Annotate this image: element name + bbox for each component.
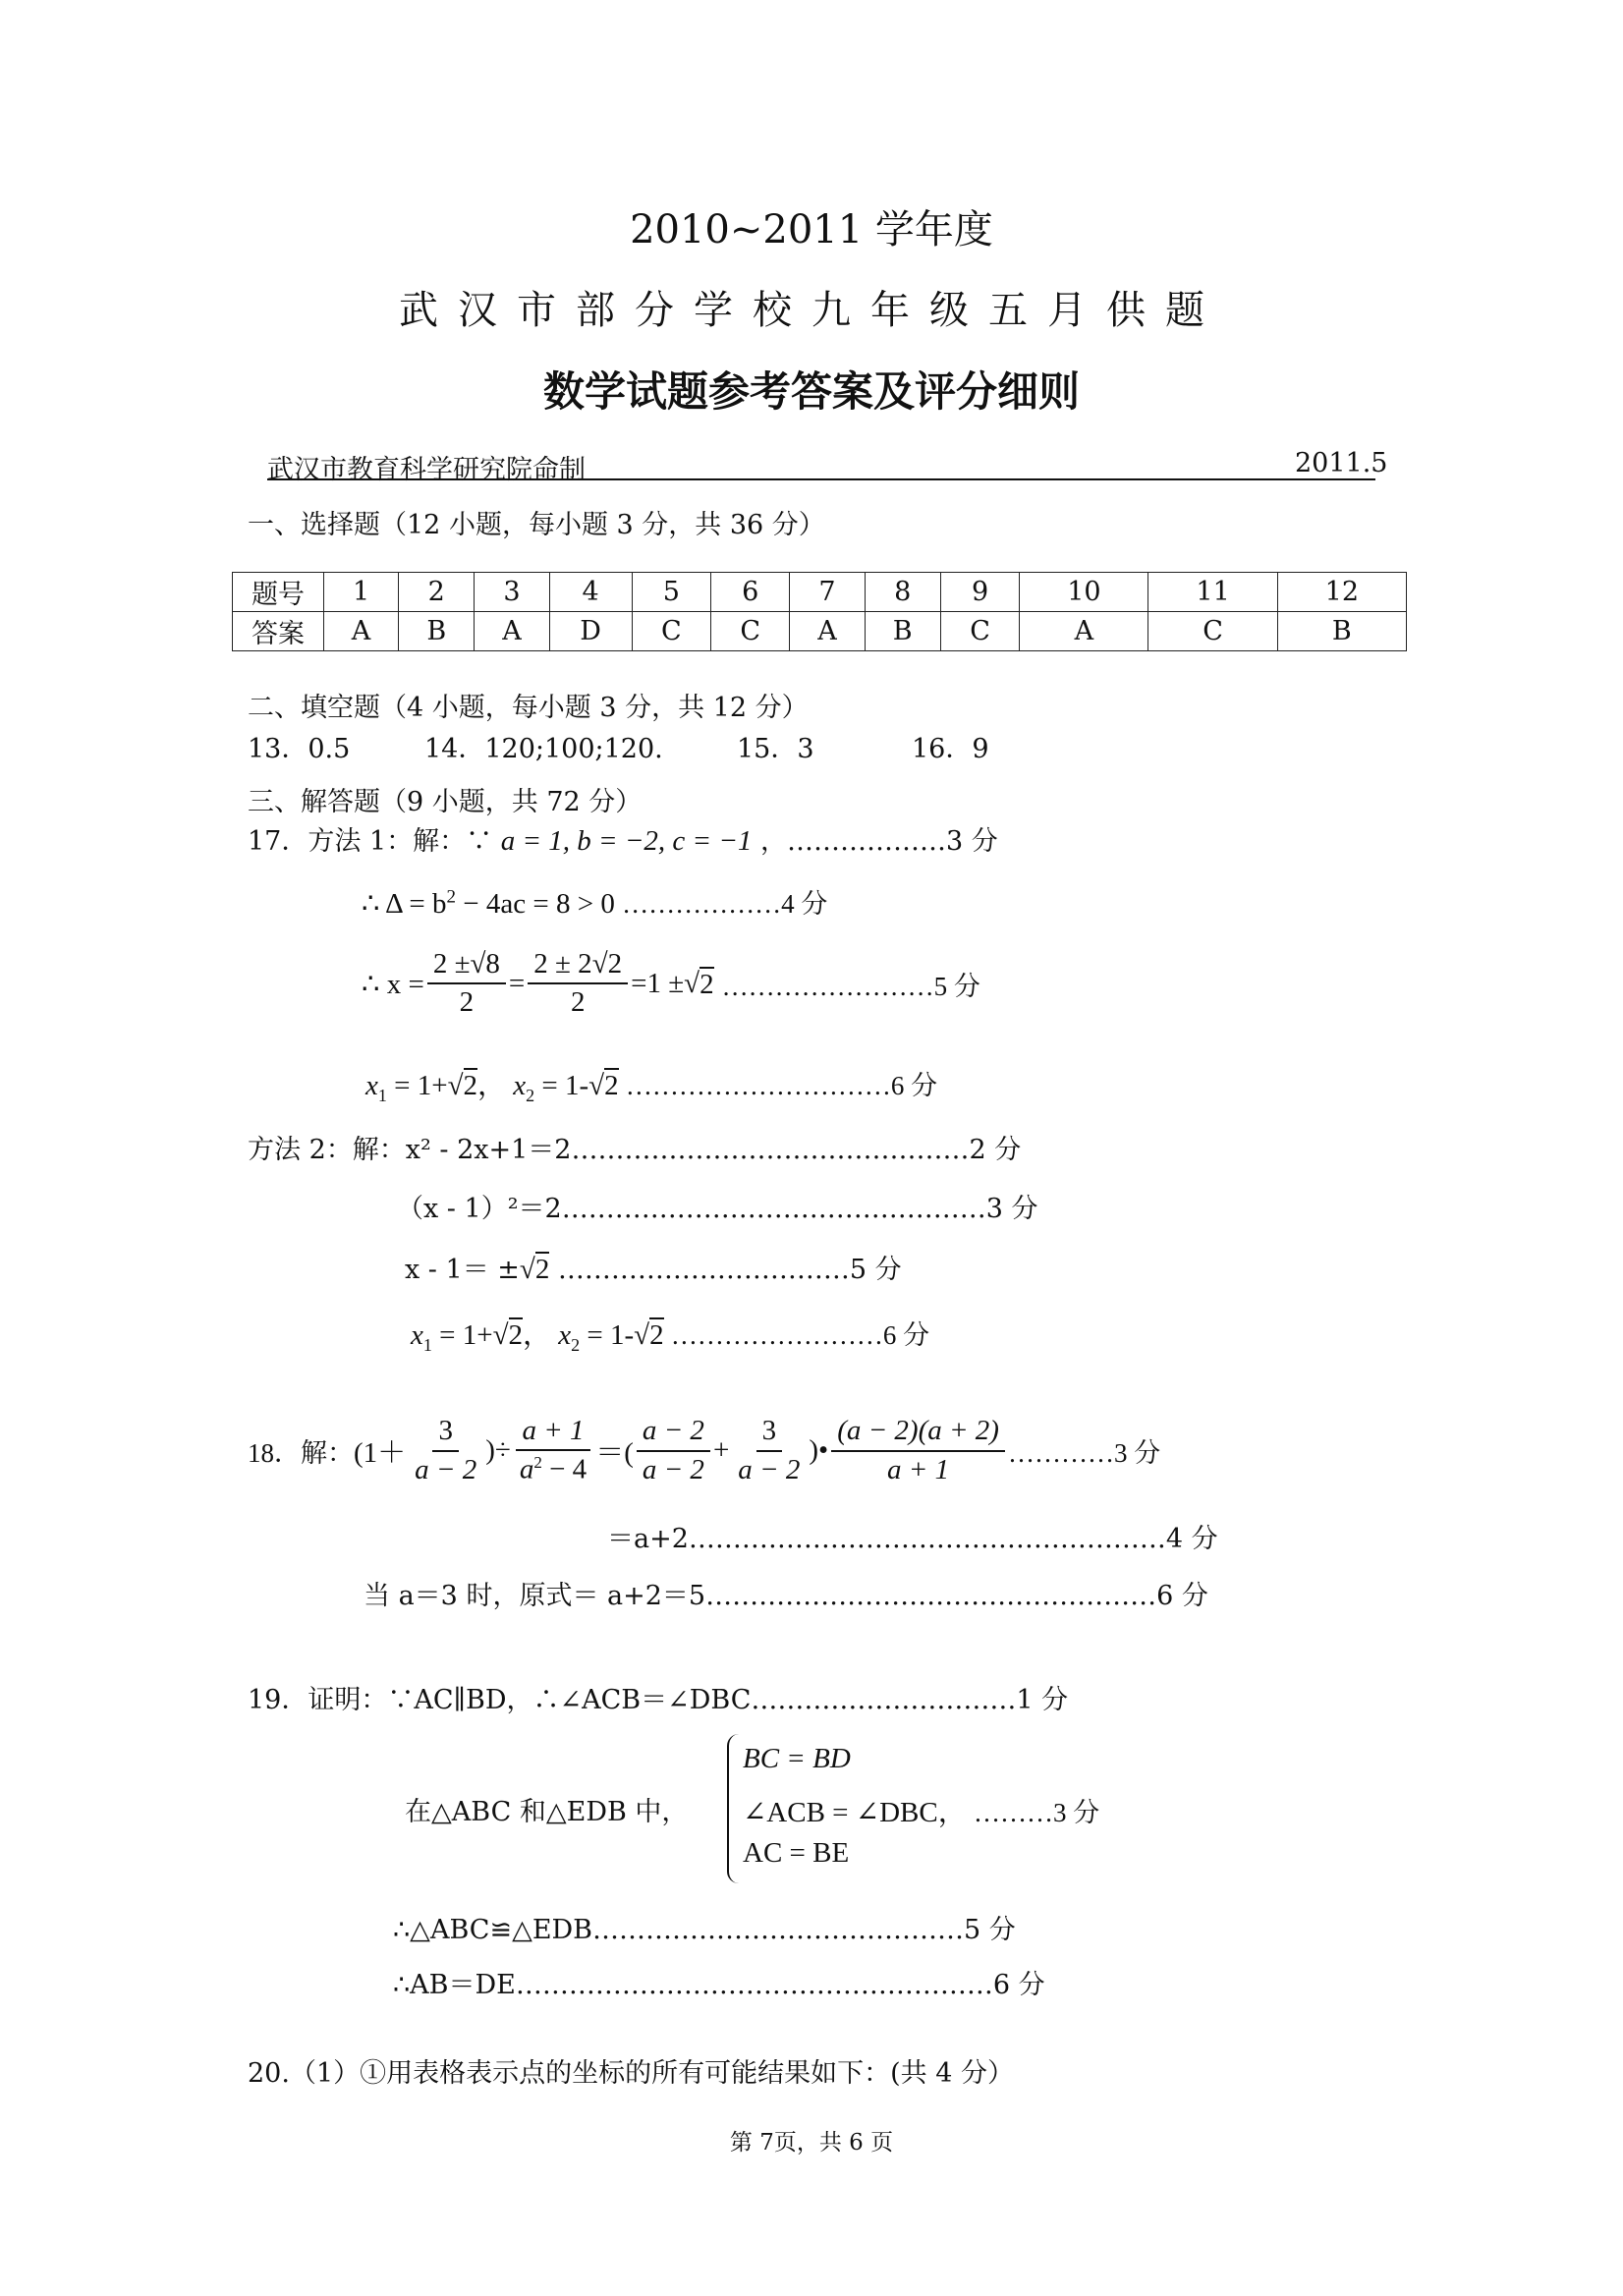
question-number: 7 xyxy=(790,573,865,612)
q19-congruence: ∴△ABC≌△EDB……………………………………5 分 xyxy=(393,1915,1016,1945)
subscript: 2 xyxy=(526,1085,535,1105)
fraction xyxy=(831,1415,1005,1486)
section2-title: 二、填空题（4 小题，每小题 3 分，共 12 分） xyxy=(248,693,809,723)
answer-cell: C xyxy=(632,612,710,651)
root-variable: x xyxy=(411,1319,423,1351)
paren-open: (1＋ xyxy=(354,1437,407,1470)
answer-cell: B xyxy=(865,612,940,651)
q17-score: ……………………………5 分 xyxy=(557,1255,902,1285)
question-number: 10 xyxy=(1020,573,1148,612)
formula-pre: ∴ x = xyxy=(362,968,424,1000)
answer-cell: C xyxy=(711,612,790,651)
q17-score: …………………………6 分 xyxy=(625,1071,938,1100)
times-dot: )• xyxy=(809,1434,829,1467)
q17-roots-method1: $x_1 = 1+√2$， $x_2 = 1-√2$ …………………………6 分 xyxy=(365,1070,938,1105)
subscript: 2 xyxy=(571,1334,581,1355)
root-eq: = 1- xyxy=(580,1319,635,1351)
denominator: a + 1 xyxy=(887,1453,950,1485)
row-label-number: 题号 xyxy=(233,573,324,612)
divide: )÷ xyxy=(485,1434,511,1467)
denominator: a − 2 xyxy=(738,1453,801,1485)
root-eq: = 1+ xyxy=(431,1319,493,1351)
question-number: 5 xyxy=(632,573,710,612)
q18-line2: ＝a+2………………………………………………4 分 xyxy=(607,1524,1218,1554)
q18-intro: 18．解： xyxy=(248,1438,354,1469)
numerator: 3 xyxy=(756,1415,783,1451)
numerator: 3 xyxy=(432,1415,459,1451)
answer-cell: D xyxy=(549,612,632,651)
system-brace xyxy=(727,1734,743,1883)
question-number: 4 xyxy=(549,573,632,612)
table-row xyxy=(233,612,1407,651)
separator: ， xyxy=(477,1070,507,1101)
answer-cell: A xyxy=(1020,612,1148,651)
root-eq: = 1+ xyxy=(386,1070,448,1101)
section3-title: 三、解答题（9 小题，共 72 分） xyxy=(248,787,643,817)
question-number: 12 xyxy=(1277,573,1406,612)
q18-line1 xyxy=(248,1415,1160,1486)
answer-cell: B xyxy=(1277,612,1406,651)
numerator: a − 2 xyxy=(637,1415,710,1451)
denominator-rest: − 4 xyxy=(541,1454,588,1485)
fraction xyxy=(409,1415,482,1486)
radicand: 8 xyxy=(485,948,500,980)
numerator: a + 1 xyxy=(516,1415,589,1451)
answer-table xyxy=(232,572,1407,651)
q20-line1: 20.（1）①用表格表示点的坐标的所有可能结果如下：(共 4 分） xyxy=(248,2058,1014,2089)
root-eq: = 1- xyxy=(534,1070,589,1101)
fill-answer-13: 13．0.5 xyxy=(248,734,351,764)
radicand: 2 xyxy=(607,948,623,980)
radicand: 2 xyxy=(463,1070,478,1101)
exponent: 2 xyxy=(533,1453,542,1473)
page-footer: 第 7页，共 6 页 xyxy=(729,2130,894,2156)
q17-score: ………………4 分 xyxy=(622,889,828,919)
q17-method2-line3: x - 1＝ ±√2 ……………………………5 分 xyxy=(405,1254,902,1285)
subscript: 1 xyxy=(377,1085,387,1105)
denominator: a − 2 xyxy=(415,1453,477,1485)
q17-roots-method2: $x_1 = 1+√2$， $x_2 = 1-√2$ ……………………6 分 xyxy=(411,1319,930,1355)
plus: + xyxy=(712,1434,730,1467)
q17-method2-line1: 方法 2：解：x² - 2x+1＝2………………………………………2 分 xyxy=(248,1135,1022,1165)
q17-method2-line2: （x - 1）²＝2…………………………………………3 分 xyxy=(397,1194,1038,1224)
q19-condition-3: AC = BE xyxy=(743,1837,850,1869)
document-title: 数学试题参考答案及评分细则 xyxy=(542,367,1080,416)
question-number: 1 xyxy=(324,573,399,612)
question-number: 8 xyxy=(865,573,940,612)
exam-title: 武汉市部分学校九年级五月供题 xyxy=(399,288,1224,333)
radicand: 2 xyxy=(508,1319,524,1351)
question-number: 2 xyxy=(399,573,475,612)
denominator: 2 xyxy=(459,986,475,1019)
equals: = xyxy=(508,967,526,999)
root-variable: x xyxy=(558,1319,572,1351)
q19-condition-1: BC = BD xyxy=(743,1743,851,1774)
denominator: 2 xyxy=(570,986,586,1019)
question-number: 9 xyxy=(940,573,1019,612)
answer-cell: C xyxy=(1148,612,1277,651)
q19-in-triangles: 在△ABC 和△EDB 中， xyxy=(405,1797,689,1827)
fill-answer-15: 15．3 xyxy=(737,734,814,764)
fraction: $\frac{2 \pm 2√2}{2}$ xyxy=(528,948,628,1020)
fill-answer-16: 16．9 xyxy=(912,734,989,764)
fraction xyxy=(732,1415,806,1486)
q17-score: ……………………6 分 xyxy=(670,1320,930,1350)
separator: ， xyxy=(523,1319,552,1351)
fraction xyxy=(637,1415,710,1486)
radicand: 2 xyxy=(604,1070,619,1101)
formula-post: =1 ± xyxy=(631,967,685,999)
q19-score: ………3 分 xyxy=(973,1798,1100,1827)
question-number: 11 xyxy=(1148,573,1277,612)
q17-intro: 17．方法 1：解：∵ xyxy=(248,826,493,857)
answer-cell: A xyxy=(475,612,549,651)
school-year-heading: 2010~2011 学年度 xyxy=(630,207,993,252)
answer-cell: A xyxy=(790,612,865,651)
condition-text: ∠ACB = ∠DBC， xyxy=(743,1797,967,1828)
q18-score: …………3 分 xyxy=(1007,1438,1161,1469)
q17-score: ……………………5 分 xyxy=(721,971,980,1001)
exponent: 2 xyxy=(446,886,457,908)
radicand: 2 xyxy=(534,1254,550,1285)
denominator: a − 2 xyxy=(642,1453,704,1485)
q17-score: ，………………3 分 xyxy=(760,826,998,857)
fill-answer-14: 14．120;100;120. xyxy=(424,734,663,764)
fraction: $\frac{2 \pm√8}{2}$ xyxy=(427,948,506,1020)
header-rule xyxy=(267,478,1375,480)
section1-title: 一、选择题（12 小题，每小题 3 分，共 36 分） xyxy=(248,510,825,540)
row-label-answer: 答案 xyxy=(233,612,324,651)
discriminant-pre: ∴ Δ = b xyxy=(362,888,447,920)
radicand: 2 xyxy=(700,968,714,1000)
answer-cell: A xyxy=(324,612,399,651)
q17-quadratic-formula: ∴ x = $\frac{2 \pm√8}{2}$ = $\frac{2 \pm 2√2}{2}$ =1 ± √ 2 ……………………5 分 xyxy=(362,948,980,1019)
numerator: 2 ± xyxy=(432,948,471,980)
denominator-var: a xyxy=(519,1454,534,1485)
question-number: 6 xyxy=(711,573,790,612)
numerator: 2 ± 2 xyxy=(533,948,592,980)
step-pre: x - 1＝ ± xyxy=(405,1255,520,1285)
q17-line1 xyxy=(248,819,998,858)
radicand: 2 xyxy=(649,1319,664,1351)
equals-paren: ＝( xyxy=(595,1437,634,1470)
q19-line1: 19．证明：∵AC∥BD，∴∠ACB＝∠DBC…………………………1 分 xyxy=(248,1685,1069,1715)
fraction xyxy=(514,1415,592,1486)
question-number: 3 xyxy=(475,573,549,612)
q18-line3: 当 a＝3 时，原式＝ a+2＝5……………………………………………6 分 xyxy=(364,1581,1208,1611)
issuer: 武汉市教育科学研究院命制 xyxy=(267,455,586,485)
root-variable: x xyxy=(513,1070,527,1101)
issue-date: 2011.5 xyxy=(1295,448,1388,478)
table-row xyxy=(233,573,1407,612)
subscript: 1 xyxy=(422,1334,432,1355)
q19-condition-2 xyxy=(743,1790,1099,1830)
discriminant-post: − 4ac = 8 > 0 xyxy=(456,888,615,920)
answer-cell: C xyxy=(940,612,1019,651)
q17-discriminant xyxy=(362,882,827,921)
numerator: (a − 2)(a + 2) xyxy=(831,1415,1005,1451)
answer-cell: B xyxy=(399,612,475,651)
root-variable: x xyxy=(365,1070,378,1101)
q17-coefficients: a = 1, b = −2, c = −1 xyxy=(500,825,753,857)
q19-conclusion: ∴AB＝DE………………………………………………6 分 xyxy=(393,1970,1045,2000)
